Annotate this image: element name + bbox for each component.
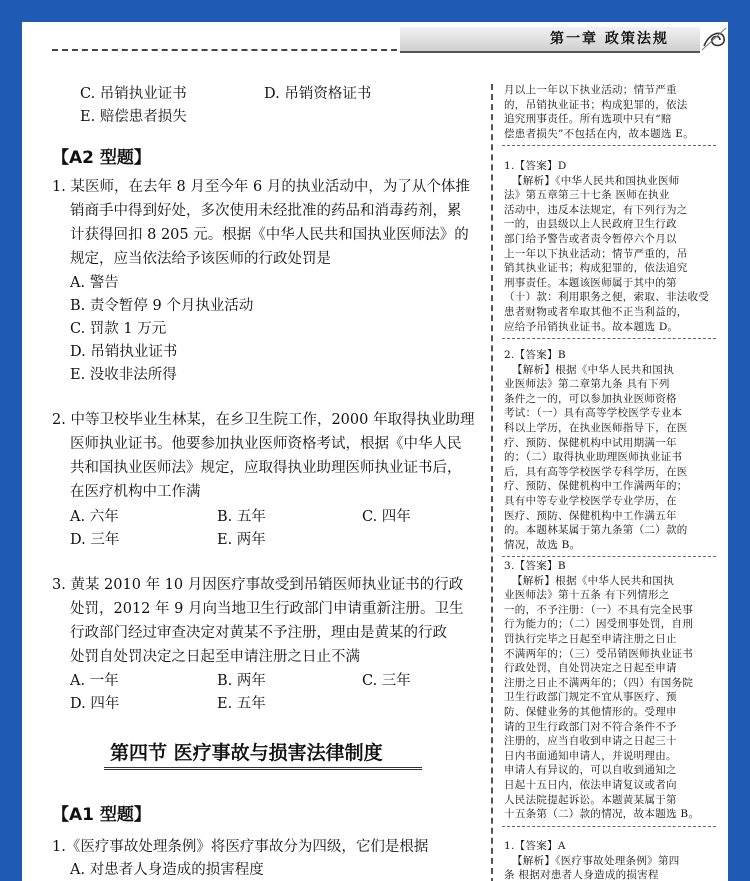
explanation-line: （十）款：利用职务之便，索取、非法收受 — [504, 291, 710, 304]
explanation-line: 上一年以下执业活动；情节严重的，吊 — [504, 247, 688, 260]
explanation-line: 考试：（一）具有高等学校医学专业本 — [504, 407, 683, 420]
explanation-line: 医疗、预防、保健机构中工作满五年 — [504, 509, 677, 522]
q2-option: C. 四年 — [362, 509, 411, 525]
explanation-line: 业医师法》第十五条 有下列情形之 — [504, 589, 670, 602]
section-title-rule — [104, 767, 422, 770]
q2-line: 医师执业证书。他要参加执业医师资格考试，根据《中华人民 — [70, 436, 462, 452]
explanation-line: 法》第五章第三十七条 医师在执业 — [504, 189, 670, 202]
q3-option: E. 五年 — [217, 696, 266, 712]
explanation-line: 部门给予警告或者责令暂停六个月以 — [504, 233, 677, 245]
explanation-line: 人民法院提起诉讼。本题黄某属于第 — [504, 793, 677, 806]
a2-heading: 【A2 型题】 — [52, 148, 151, 168]
q1-line: 销商手中得到好处，多次使用未经批准的药品和消毒药剂，累 — [70, 203, 462, 219]
q2-option: A. 六年 — [70, 509, 119, 525]
explanation-line: 一的，不予注册：（一）不具有完全民事 — [504, 603, 694, 616]
q3-option: C. 三年 — [362, 673, 411, 689]
explanation-line: 追究刑事责任。所有选项中只有“赔 — [504, 113, 672, 126]
section-title: 第四节 医疗事故与损害法律制度 — [110, 742, 383, 764]
q2-line: 共和国执业医师法》规定，应取得执业助理医师执业证书后， — [70, 460, 462, 476]
explanation-line: 的。本题林某属于第九条第（二）款的 — [504, 524, 688, 537]
q1-option: B. 责令暂停 9 个月执业活动 — [70, 298, 254, 314]
q1-line: 规定，应当依法给予该医师的行政处罚是 — [70, 251, 331, 267]
explanation-line: 患者财物或者牟取其他不正当利益的， — [504, 306, 688, 318]
explanation-line: 日内书面通知申请人，并说明理由。 — [504, 749, 677, 762]
q3-line: 3. 黄某 2010 年 10 月因医疗事故受到吊销医师执业证书的行政 — [52, 577, 464, 593]
q2-option: E. 两年 — [217, 532, 266, 548]
header-rule — [52, 49, 417, 51]
option-e: E. 赔偿患者损失 — [80, 109, 187, 125]
explanation-line: 刑事责任。本题该医师属于其中的第 — [504, 276, 677, 289]
explanation-line: 注册之日止不满两年的；（四）有国务院 — [504, 676, 694, 689]
explanation-line: 科以上学历，在执业医师指导下，在医 — [504, 422, 688, 434]
a1-heading: 【A1 型题】 — [52, 805, 151, 825]
explanation-line: 注册的，应当自收到申请之日起三十 — [504, 735, 677, 748]
q4-line: 1.《医疗事故处理条例》将医疗事故分为四级，它们是根据 — [52, 839, 429, 855]
explanation-line: 月以上一年以下执业活动；情节严重 — [504, 84, 677, 96]
option-d: D. 吊销资格证书 — [264, 86, 372, 102]
q3-option: B. 两年 — [217, 673, 266, 689]
answer-label: 3.【答案】B — [504, 560, 566, 572]
explanation-line: 行为能力的；（二）因受刑事处罚，自刑 — [504, 618, 694, 631]
q3-line: 处罚，2012 年 9 月向当地卫生行政部门申请重新注册。卫生 — [70, 601, 464, 617]
explanation-line: 偿患者损失”不包括在内，故本题选 E。 — [504, 127, 695, 140]
q1-line: 计获得回扣 8 205 元。根据《中华人民共和国执业医师法》的 — [70, 227, 469, 243]
q1-option: A. 警告 — [70, 275, 119, 291]
q3-option: D. 四年 — [70, 696, 120, 712]
explanation-line: 不满两年的；（三）受吊销医师执业证书 — [504, 647, 694, 660]
explanation-line: 【解析】《医疗事故处理条例》第四 — [512, 854, 680, 867]
explanation-line: 【解析】《中华人民共和国执业医师 — [512, 174, 680, 187]
q1-line: 1. 某医师，在去年 8 月至今年 6 月的执业活动中，为了从个体推 — [52, 179, 470, 195]
explanation-line: 申请人有异议的，可以自收到通知之 — [504, 764, 677, 777]
explanation-line: 条件之一的，可以参加执业医师资格 — [504, 392, 677, 405]
explanation-line: 应给予吊销执业证书。故本题选 D。 — [504, 320, 679, 333]
explanation-line: 条 根据对患者人身造成的损害程 — [504, 869, 659, 881]
explanation-line: 日起十五日内，依法申请复议或者向 — [504, 779, 677, 791]
q1-option: E. 没收非法所得 — [70, 367, 177, 383]
explanation-line: 一的，由县级以上人民政府卫生行政 — [504, 218, 677, 231]
q2-option: D. 三年 — [70, 532, 120, 548]
book-page — [22, 22, 728, 881]
explanation-line: 情况，故选 B。 — [504, 538, 581, 551]
explanation-line: 后，具有高等学校医学专科学历，在医 — [504, 465, 688, 478]
q3-option: A. 一年 — [70, 673, 119, 689]
explanation-line: 十五条第（二）款的情况，故本题选 B。 — [504, 808, 700, 821]
explanation-line: 活动中，违反本法规定，有下列行为之 — [504, 203, 688, 216]
answer-separator — [502, 556, 716, 557]
option-c: C. 吊销执业证书 — [80, 86, 187, 102]
explanation-line: 【解析】根据《中华人民共和国执 — [512, 363, 674, 376]
explanation-line: 业医师法》第二章第九条 具有下列 — [504, 378, 670, 391]
q2-line: 在医疗机构中工作满 — [70, 484, 201, 500]
q2-line: 2. 中等卫校毕业生林某，在乡卫生院工作，2000 年取得执业助理 — [52, 412, 475, 428]
answer-label: 2.【答案】B — [504, 349, 566, 361]
q1-option: D. 吊销执业证书 — [70, 344, 178, 360]
answer-separator — [502, 338, 716, 339]
explanation-line: 行政处罚，自处罚决定之日起至申请 — [504, 662, 677, 675]
answer-label: 1.【答案】D — [504, 160, 567, 172]
answer-label: 1.【答案】A — [504, 840, 566, 852]
q1-option: C. 罚款 1 万元 — [70, 321, 167, 337]
explanation-line: 防、保健业务的其他情形的。受理申 — [504, 706, 677, 718]
chapter-title: 第一章 政策法规 — [550, 31, 669, 47]
q3-line: 行政部门经过审查决定对黄某不予注册，理由是黄某的行政 — [70, 625, 447, 641]
decorative-swirl-icon — [700, 24, 728, 54]
explanation-line: 销其执业证书；构成犯罪的，依法追究 — [504, 262, 688, 275]
q4-option: A. 对患者人身造成的损害程度 — [70, 862, 264, 878]
answer-separator — [502, 145, 716, 146]
explanation-line: 具有中等专业学校医学专业学历，在 — [504, 495, 677, 507]
explanation-line: 请的卫生行政部门对不符合条件不予 — [504, 720, 677, 733]
explanation-line: 的，吊销执业证书；构成犯罪的，依法 — [504, 98, 688, 111]
column-divider — [491, 84, 493, 881]
explanation-line: 的；（二）取得执业助理医师执业证书 — [504, 451, 683, 464]
page-header — [22, 22, 728, 56]
q3-line: 处罚自处罚决定之日起至申请注册之日止不满 — [70, 649, 360, 665]
explanation-line: 【解析】根据《中华人民共和国执 — [512, 574, 674, 587]
explanation-line: 疗、预防、保健机构中试用期满一年 — [504, 436, 677, 449]
explanation-line: 罚执行完毕之日起至申请注册之日止 — [504, 633, 677, 645]
answer-separator — [502, 826, 716, 827]
explanation-line: 卫生行政部门规定不宜从事医疗、预 — [504, 691, 677, 704]
q2-option: B. 五年 — [217, 509, 266, 525]
explanation-line: 疗、预防、保健机构中工作满两年的； — [504, 480, 688, 493]
